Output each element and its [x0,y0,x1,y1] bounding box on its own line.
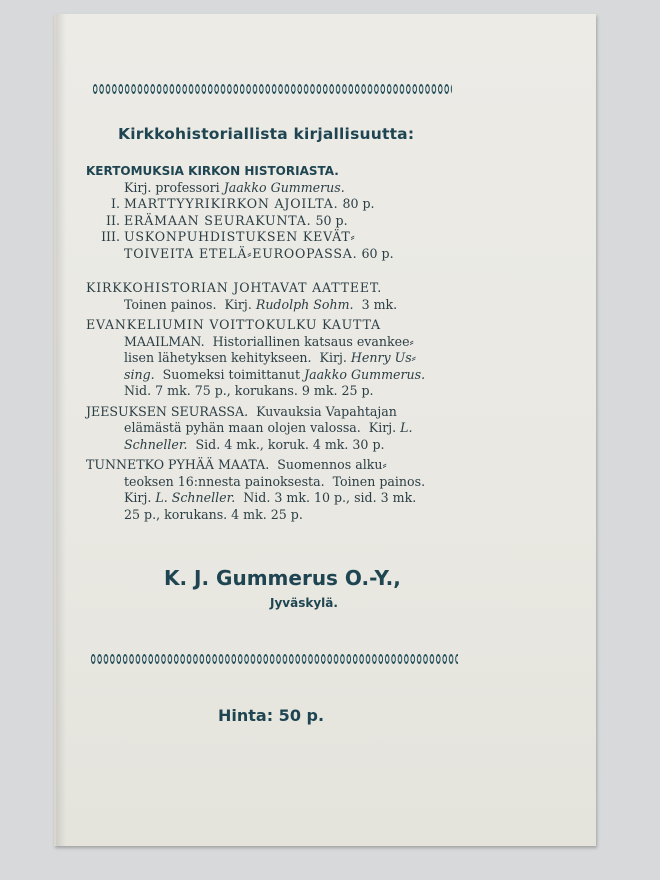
book-title-line [86,280,466,297]
page-heading: Kirkkohistoriallista kirjallisuutta: [118,125,415,143]
book-list [86,280,466,527]
book-title-line [86,457,466,474]
top-ornament-border [92,82,452,96]
book-text: Nid. 3 mk. 10 p., sid. 3 mk. [235,490,417,505]
book-text-italic: Rudolph Sohm. [255,296,354,312]
bottom-ornament-border [90,652,458,666]
series-item-price: 60 p. [361,245,394,261]
book-detail-line [86,474,466,491]
book-text-italic: Henry Us⸗ [350,350,416,365]
book-text-italic: sing. [124,366,155,382]
book-text: 25 p., korukans. 4 mk. 25 p. [124,506,303,522]
book-detail-line [86,334,466,351]
book-text: Toinen painos. Kirj. [124,296,256,312]
cover-spine-shadow [56,14,66,846]
publisher-name: K. J. Gummerus O.-Y., [164,566,401,590]
series-block [86,163,466,262]
book-entry [86,457,466,523]
series-author-prefix: Kirj. professori [124,179,220,195]
book-text: 3 mk. [353,296,398,312]
publisher-city: Jyväskylä. [270,596,338,610]
book-text: Suomeksi toimittanut [154,366,305,382]
series-item-number: II. [106,212,120,228]
book-text: Kirj. [124,490,156,505]
series-item-continued [86,246,466,263]
series-item-title: USKONPUHDISTUKSEN KEVÄT⸗ [124,229,356,244]
series-item [86,196,466,213]
series-item-title-cont: TOIVEITA ETELÄ⸗EUROOPASSA. [124,245,358,261]
book-text: Nid. 7 mk. 75 p., korukans. 9 mk. 25 p. [124,383,374,398]
book-entry [86,404,466,454]
series-item [86,213,466,230]
book-text-italic: Schneller. [124,436,188,452]
cover-price: Hinta: 50 p. [218,706,325,725]
book-detail-line [86,383,466,400]
book-title-line [86,317,466,334]
book-detail-line [86,420,466,437]
book-detail-line [86,490,466,507]
book-text: KIRKKOHISTORIAN JOHTAVAT AATTEET. [86,280,383,295]
series-item-price: 80 p. [342,196,375,211]
book-text: lisen lähetyksen kehitykseen. Kirj. [124,350,351,365]
series-item-number: III. [101,229,120,244]
book-detail-line [86,367,466,384]
book-detail-line [86,350,466,367]
book-text: teoksen 16:nnesta painoksesta. Toinen painos. [124,473,426,489]
book-text-italic: Jaakko Gummerus. [304,366,426,382]
book-entry [86,280,466,313]
series-item-title: MARTTYYRIKIRKON AJOILTA. [124,196,339,211]
series-item-title: ERÄMAAN SEURAKUNTA. [124,212,312,228]
book-text: JEESUKSEN SEURASSA. Kuvauksia Vapahtajan [86,403,397,419]
series-author-line [86,180,466,197]
series-item [86,229,466,246]
book-text: Sid. 4 mk., koruk. 4 mk. 30 p. [187,436,385,452]
book-detail-line [86,437,466,454]
book-text-italic: L. Schneller. [155,490,236,505]
book-text-italic: L. [400,420,413,435]
book-detail-line [86,297,466,314]
book-text: TUNNETKO PYHÄÄ MAATA. Suomennos alku⸗ [86,457,387,472]
book-detail-line [86,507,466,524]
book-entry [86,317,466,400]
series-title: KERTOMUKSIA KIRKON HISTORIASTA. [86,164,339,178]
series-item-price: 50 p. [315,212,348,228]
series-item-number: I. [111,196,120,211]
book-text: EVANKELIUMIN VOITTOKULKU KAUTTA [86,317,381,332]
series-author: Jaakko Gummerus. [223,179,345,195]
book-title-line [86,404,466,421]
book-text: elämästä pyhän maan olojen valossa. Kirj. [124,420,401,435]
book-text: MAAILMAN. Historiallinen katsaus evankee⸗ [124,333,414,349]
